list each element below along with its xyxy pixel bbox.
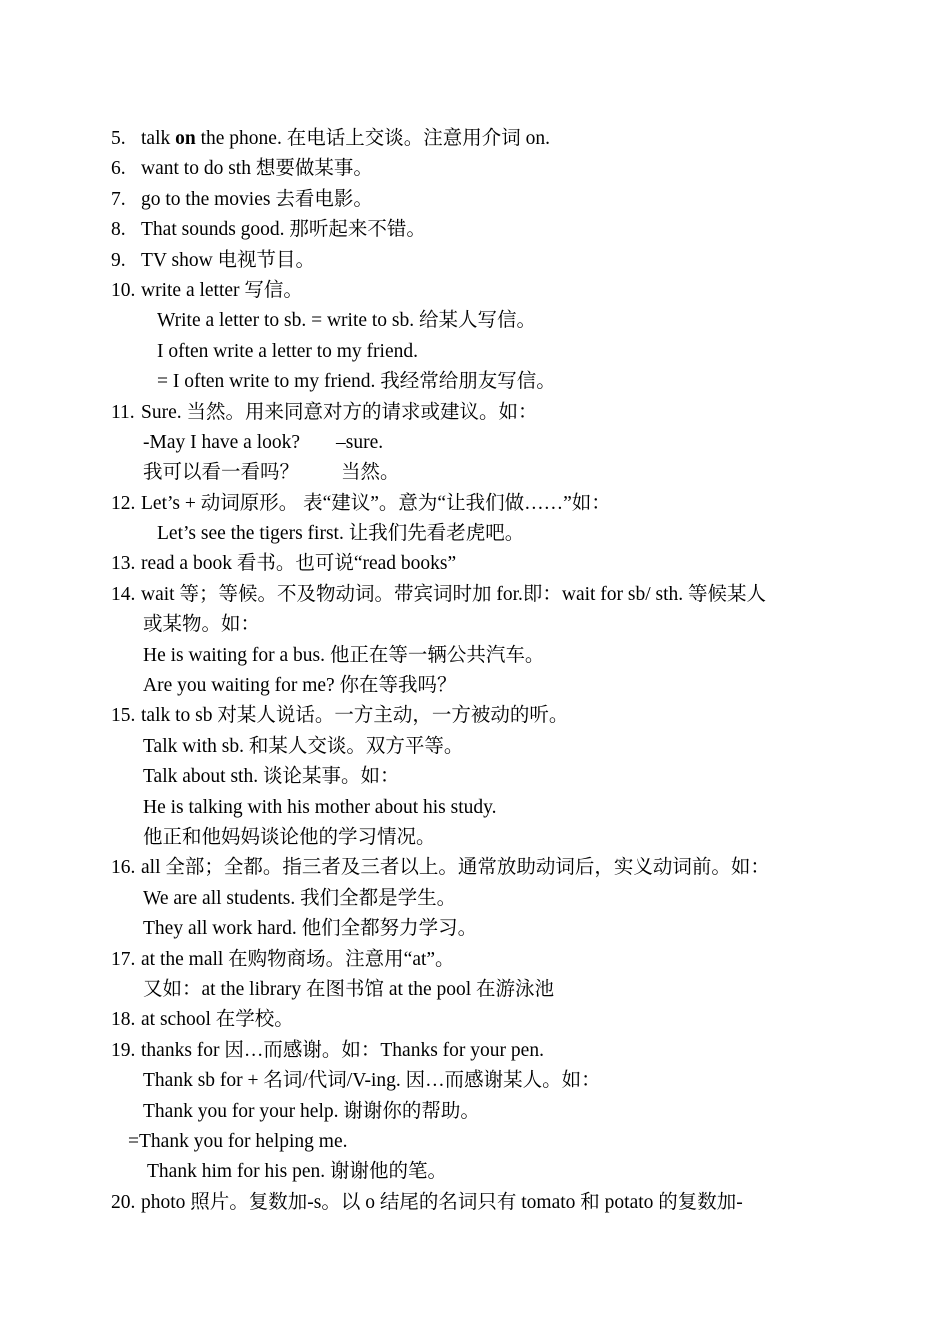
item-number: 15. (111, 705, 136, 727)
sub-line (0, 793, 950, 823)
sub-text: He is talking with his mother about his study. (143, 796, 497, 818)
document-page (0, 124, 950, 1218)
item-number: 9. (111, 249, 126, 271)
dialog-answer: 当然。 (341, 462, 400, 484)
item-text: talk to sb 对某人说话。一方主动，一方被动的听。 (141, 705, 569, 727)
sub-text: Thank sb for + 名词/代词/V-ing. 因…而感谢某人。如： (143, 1070, 601, 1092)
item-text: wait 等；等候。不及物动词。带宾词时加 for.即：wait for sb/ sth. 等候某人 (141, 583, 767, 605)
sub-line (0, 1097, 950, 1127)
item-12 (0, 489, 950, 519)
item-text: thanks for 因…而感谢。如：Thanks for your pen. (141, 1039, 544, 1061)
item-10 (0, 276, 950, 306)
item-13 (0, 549, 950, 579)
sub-line (0, 975, 950, 1005)
item-number: 17. (111, 948, 136, 970)
sub-text: Are you waiting for me? 你在等我吗？ (143, 675, 457, 697)
sub-text: He is waiting for a bus. 他正在等一辆公共汽车。 (143, 644, 545, 666)
sub-text: They all work hard. 他们全都努力学习。 (143, 918, 478, 940)
sub-line (0, 1066, 950, 1096)
item-18 (0, 1005, 950, 1035)
item-number: 6. (111, 158, 126, 180)
sub-text: =Thank you for helping me. (128, 1130, 348, 1152)
item-number: 7. (111, 188, 126, 210)
bold-preposition: on (175, 128, 196, 149)
item-number: 10. (111, 279, 136, 301)
sub-text: 又如：at the library 在图书馆 at the pool 在游泳池 (143, 978, 555, 1000)
item-number: 8. (111, 219, 126, 241)
sub-line (0, 367, 950, 397)
sub-line (0, 641, 950, 671)
item-text: go to the movies 去看电影。 (141, 188, 373, 210)
sub-line (0, 337, 950, 367)
item-number: 11. (111, 401, 135, 423)
item-number: 20. (111, 1191, 136, 1213)
sub-text: 他正和他妈妈谈论他的学习情况。 (143, 826, 436, 848)
sub-text: I often write a letter to my friend. (157, 340, 418, 362)
sub-line (0, 762, 950, 792)
sub-text: = I often write to my friend. 我经常给朋友写信。 (157, 371, 556, 393)
item-number: 12. (111, 492, 136, 514)
sub-line (0, 1157, 950, 1187)
sub-text: We are all students. 我们全都是学生。 (143, 887, 457, 909)
item-text: photo 照片。复数加-s。以 o 结尾的名词只有 tomato 和 potato 的复数加- (141, 1191, 743, 1213)
item-text: That sounds good. 那听起来不错。 (141, 219, 426, 241)
item-text: at school 在学校。 (141, 1009, 294, 1031)
dialog-line (0, 458, 950, 488)
item-text: write a letter 写信。 (141, 279, 303, 301)
item-7 (0, 185, 950, 215)
item-text: the phone. 在电话上交谈。注意用介词 on. (195, 128, 550, 149)
sub-line (0, 914, 950, 944)
sub-text: Thank him for his pen. 谢谢他的笔。 (147, 1161, 448, 1183)
item-text: Let’s + 动词原形。 表“建议”。意为“让我们做……”如： (141, 492, 611, 514)
item-19 (0, 1036, 950, 1066)
dialog-answer: –sure. (336, 431, 384, 453)
sub-line (0, 671, 950, 701)
item-15 (0, 701, 950, 731)
item-11 (0, 398, 950, 428)
item-14 (0, 580, 950, 610)
item-number: 13. (111, 553, 136, 575)
sub-text: Talk about sth. 谈论某事。如： (143, 766, 400, 788)
sub-text: 或某物。如： (143, 614, 261, 636)
sub-text: Talk with sb. 和某人交谈。双方平等。 (143, 735, 464, 757)
sub-line (0, 884, 950, 914)
item-16 (0, 853, 950, 883)
item-text: talk (141, 128, 176, 149)
dialog-question: 我可以看一看吗？ (143, 462, 300, 484)
sub-line (0, 823, 950, 853)
sub-line (0, 732, 950, 762)
item-text: read a book 看书。也可说“read books” (141, 553, 457, 575)
sub-line (0, 1127, 950, 1157)
sub-line (0, 519, 950, 549)
dialog-question: -May I have a look? (143, 431, 301, 453)
item-8 (0, 215, 950, 245)
item-text: at the mall 在购物商场。注意用“at”。 (141, 948, 455, 970)
sub-text: Thank you for your help. 谢谢你的帮助。 (143, 1100, 480, 1122)
item-5 (0, 124, 950, 154)
item-20 (0, 1188, 950, 1218)
sub-line (0, 610, 950, 640)
item-17 (0, 945, 950, 975)
item-number: 16. (111, 857, 136, 879)
item-text: want to do sth 想要做某事。 (141, 158, 373, 180)
item-text: all 全部；全都。指三者及三者以上。通常放助动词后，实义动词前。如： (141, 857, 770, 879)
item-number: 14. (111, 583, 136, 605)
item-number: 19. (111, 1039, 136, 1061)
item-number: 5. (111, 128, 126, 149)
item-number: 18. (111, 1009, 136, 1031)
dialog-line (0, 428, 950, 458)
item-text: Sure. 当然。用来同意对方的请求或建议。如： (141, 401, 538, 423)
sub-text: Let’s see the tigers first. 让我们先看老虎吧。 (157, 523, 525, 545)
item-text: TV show 电视节目。 (141, 249, 316, 271)
sub-text: Write a letter to sb. = write to sb. 给某人写信。 (157, 310, 537, 332)
item-9 (0, 246, 950, 276)
item-6 (0, 154, 950, 184)
sub-line (0, 306, 950, 336)
